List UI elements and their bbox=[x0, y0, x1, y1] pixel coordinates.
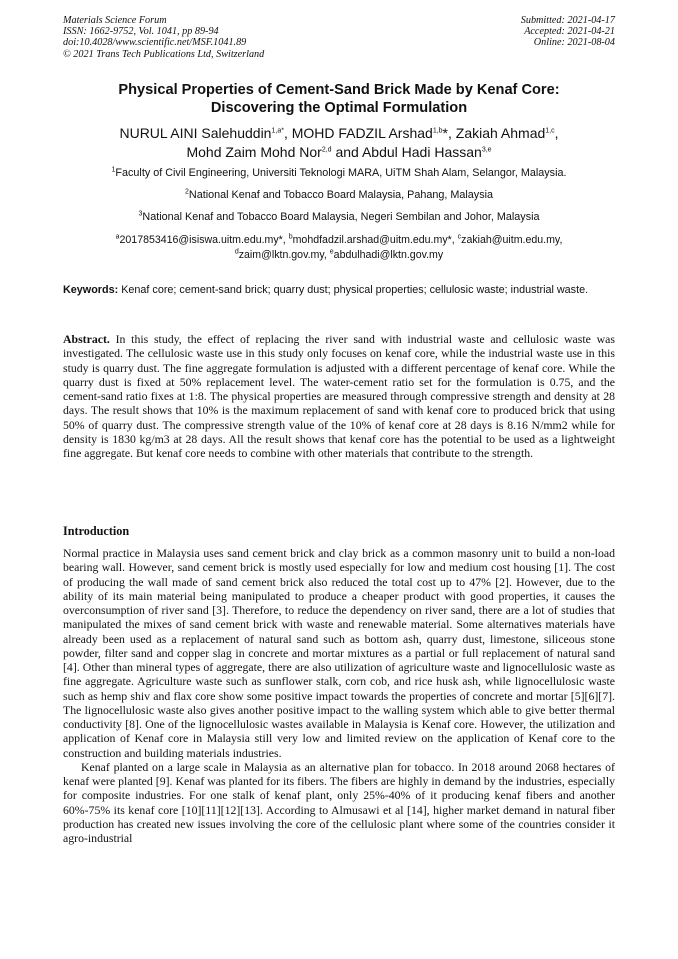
author-list: NURUL AINI Salehuddin$^{1,a*}$, MOHD FADZIL Arshad$^{1,b}$*, Zakiah Ahmad$^{1,c}$, Mohd Zaim Mohd Nor$^{2,d}$ and Abdul Hadi Hassan$^{3,e}$ bbox=[119, 125, 559, 160]
email-sup: a bbox=[115, 233, 120, 241]
email-address[interactable]: zaim@lktn.gov.my, bbox=[238, 249, 327, 261]
author-sup: 3,e bbox=[481, 146, 492, 154]
affiliation-text: National Kenaf and Tobacco Board Malaysia, Pahang, Malaysia bbox=[188, 189, 493, 201]
journal-doi: doi:10.4028/www.scientific.net/MSF.1041.89 bbox=[63, 37, 247, 49]
abstract-section bbox=[63, 332, 615, 461]
affiliation-1 bbox=[63, 167, 615, 180]
author-name: Mohd Zaim Mohd Nor bbox=[186, 144, 322, 160]
title-line-1: Physical Properties of Cement-Sand Brick Made by Kenaf Core: bbox=[118, 82, 560, 98]
author-sup: 1,c bbox=[545, 127, 555, 135]
author-sup: 1,b bbox=[432, 127, 443, 135]
paragraph: Kenaf planted on a large scale in Malaysia as an alternative plan for tobacco. In 2018 around 2068 hectares of kenaf were planted [9]. Kenaf was planted for its fibers. The fibers are highly in demand by the industries, especially for composite industries. For one stalk of kenaf plant, only 25%-40% of it producing kenaf fibers and another 60%-75% its kenaf core [10][11][12][13]. According to Almusawi et al [14], higher market demand in natural fiber production has created new issues involving the core of the cellulosic plant where some of the countries consider it agro-industrial bbox=[63, 759, 615, 845]
title-line-2: Discovering the Optimal Formulation bbox=[210, 100, 468, 116]
email-address[interactable]: mohdfadzil.arshad@uitm.edu.my*, bbox=[292, 234, 455, 246]
abstract-label: Abstract. bbox=[63, 332, 110, 346]
affiliation-2 bbox=[63, 189, 615, 202]
journal-copyright: © 2021 Trans Tech Publications Ltd, Switzerland bbox=[63, 48, 265, 60]
email-address[interactable]: zakiah@uitm.edu.my, bbox=[461, 234, 563, 246]
paper-title bbox=[63, 81, 615, 117]
abstract-text: In this study, the effect of replacing the river sand with industrial waste and cellulosic waste was investigated. The cellulosic waste use in this study only focuses on kenaf core, while the industrial waste use in this study is quarry dust. The fine aggregate formulation is adjusted with a different percentage of kenaf core. While the quarry dust is fixed at 50% replacement level. The water-cement ratio set for the formulation is 0.75, and the cement-sand ratio fixes at 1:8. The physical properties are measured through compressive strength and density at 28 days. The result shows that 10% is the maximum replacement of sand with kenaf core to produced brick that using 50% of quarry dust. The compressive strength value of the 10% of kenaf core at 28 days is 8.16 N/mm2 while for density is 1830 kg/m3 at 28 days. All the result shows that kenaf core has the potential to be used as a lightweight fine aggregate. But kenaf core needs to combine with other materials that contribute to the strength. bbox=[63, 332, 615, 461]
email-address[interactable]: abdulhadi@lktn.gov.my bbox=[333, 249, 444, 261]
email-sup: c bbox=[457, 233, 462, 241]
email-address[interactable]: 2017853416@isiswa.uitm.edu.my*, bbox=[119, 234, 286, 246]
author-sup: 1,a* bbox=[271, 127, 284, 135]
introduction-heading: Introduction bbox=[63, 524, 130, 538]
affiliation-sup: 3 bbox=[138, 210, 143, 218]
keywords-text: Kenaf core; cement-sand brick; quarry dust; physical properties; cellulosic waste; industrial waste. bbox=[121, 284, 589, 296]
author-name: MOHD FADZIL Arshad bbox=[291, 125, 433, 141]
journal-issn: ISSN: 1662-9752, Vol. 1041, pp 89-94 bbox=[63, 26, 219, 38]
keywords-label: Keywords: bbox=[63, 284, 119, 296]
submitted-date: Submitted: 2021-04-17 bbox=[520, 15, 615, 26]
author-name: Abdul Hadi Hassan bbox=[361, 144, 482, 160]
affiliation-text: Faculty of Civil Engineering, Universiti Teknologi MARA, UiTM Shah Alam, Selangor, Malaysia. bbox=[115, 167, 567, 179]
author-sup: 2,d bbox=[321, 146, 332, 154]
author-name: NURUL AINI Salehuddin bbox=[119, 125, 272, 141]
online-date: Online: 2021-08-04 bbox=[533, 37, 615, 49]
corresponding-mark: * bbox=[442, 125, 448, 141]
affiliation-3 bbox=[63, 211, 615, 224]
email-sup: e bbox=[329, 248, 334, 256]
affiliation-sup: 2 bbox=[184, 188, 189, 196]
email-sup: d bbox=[234, 248, 239, 256]
author-name: Zakiah Ahmad bbox=[455, 125, 546, 141]
introduction-body bbox=[63, 546, 615, 845]
publication-dates bbox=[521, 15, 615, 49]
paragraph: Normal practice in Malaysia uses sand cement brick and clay brick as a common masonry unit to build a non-load bearing wall. However, sand cement brick is mostly used especially for low and medium cost housing [1]. The cost of producing the wall made of sand cement brick also reduced the total cost up to 47% [2]. However, due to the ability of its main material being manipulated to produce a cheaper product with good properties, it causes the overconsumption of river sand [3]. Therefore, to reduce the dependency on river sand, there are a lot of studies that manipulated the mixes of sand cement brick with waste and renewable material. Some alternatives materials have already been used as a replacement of natural sand such as bottom ash, quarry dust, limestone, siliceous stone powder, filter sand and copper slag in concrete and mortar mixtures as a partial or full replacement of natural sand [4]. Other than mineral types of aggregate, there are also utilization of agriculture waste and lignocellulosic waste as fine aggregate. Agriculture waste such as sunflower stalk, corn cob, and rice husk ash, while lignocellulosic waste such as hemp shiv and flax core show some positive impact towards the properties of concrete and mortar [5][6][7]. The lignocellulosic waste also gives another positive impact to the walling system which able to give better thermal conductivity [8]. One of the lignocellulosic wastes available in Malaysia is Kenaf core. However, the utilization and application of Kenaf core in Malaysia still very low and limited review on the application of Kenaf core to the construction and building materials industries. bbox=[63, 546, 615, 760]
author-emails bbox=[63, 233, 615, 263]
affiliation-text: National Kenaf and Tobacco Board Malaysia, Negeri Sembilan and Johor, Malaysia bbox=[142, 211, 540, 223]
author-conjunction: and bbox=[335, 144, 359, 160]
keywords-section bbox=[63, 283, 615, 297]
journal-info bbox=[63, 15, 264, 60]
email-sup: b bbox=[288, 233, 293, 241]
journal-name: Materials Science Forum bbox=[63, 15, 167, 26]
accepted-date: Accepted: 2021-04-21 bbox=[524, 26, 615, 38]
affiliation-sup: 1 bbox=[111, 166, 116, 174]
